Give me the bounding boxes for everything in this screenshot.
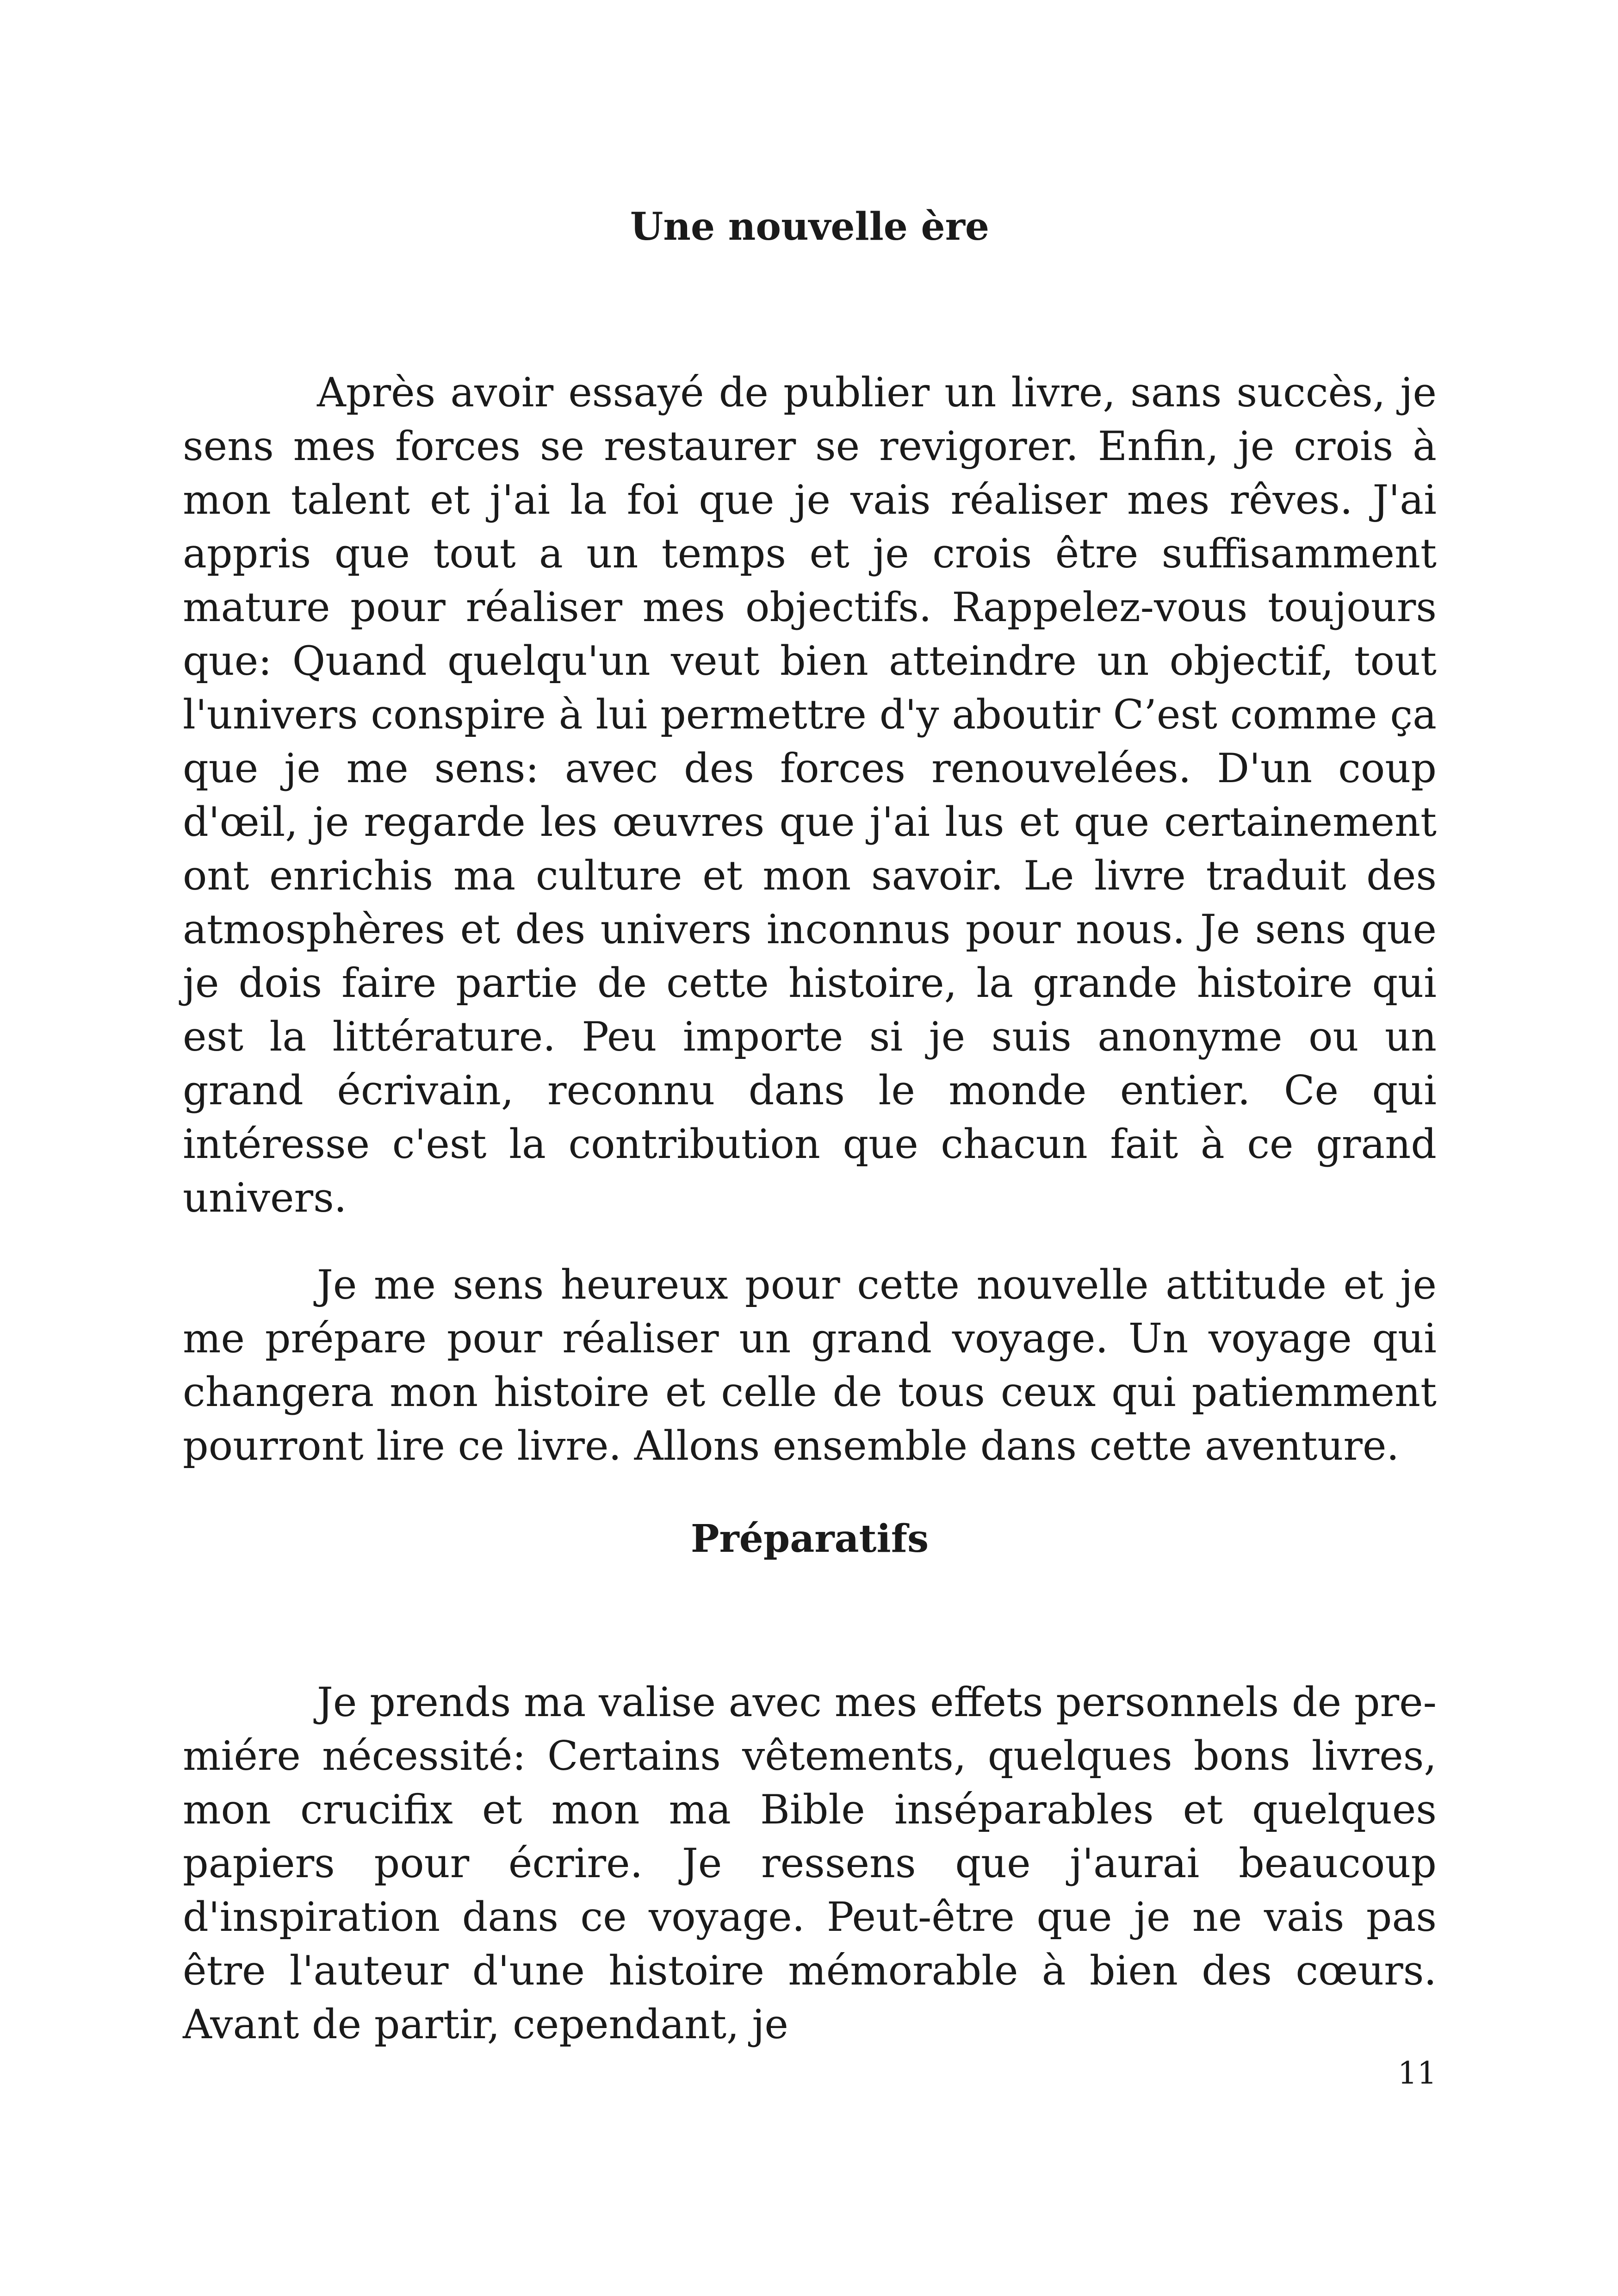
paragraph: Je me sens heureux pour cette nouvelle attitude et je me prépare pour réaliser un grand voyage. Un voyage qui changera mon histoire et celle de tous ceux qui patiemment pourront lire ce livre. Allons ensemble dans cette aventure.	[183, 1261, 1437, 1469]
section-body-une-nouvelle-ere	[183, 366, 1437, 1473]
section-title-preparatifs: Préparatifs	[690, 1517, 929, 1561]
paragraph: Je prends ma valise avec mes effets personnels de premiére nécessité: Certains vêtements, quelques bons livres, mon crucifix et mon ma Bible inséparables et quelques papiers pour écrire. Je ressens que j'aurai beaucoup d'inspiration dans ce voyage. Peut-être que je ne vais pas être l'auteur d'une histoire mémorable à bien des cœurs. Avant de partir, cependant, je	[183, 1679, 1437, 2048]
section-body-preparatifs	[183, 1675, 1437, 2051]
paragraph: Après avoir essayé de publier un livre, sans succès, je sens mes forces se restaurer se revigorer. Enfin, je crois à mon talent et j'ai la foi que je vais réaliser mes rêves. J'ai appris que tout a un temps et je crois être suffisamment mature pour réaliser mes objectifs. Rappelez-vous toujours que: Quand quelqu'un veut bien atteindre un objectif, tout l'univers conspire à lui permettre d'y aboutir C’est comme ça que je me sens: avec des forces renouvelées. D'un coup d'œil, je regarde les œuvres que j'ai lus et que certainement ont enrichis ma culture et mon savoir. Le livre traduit des atmosphères et des univers inconnus pour nous. Je sens que je dois faire partie de cette histoire, la grande histoire qui est la littérature. Peu importe si je suis anonyme ou un grand écrivain, reconnu dans le monde entier. Ce qui intéresse c'est la contribution que chacun fait à ce grand univers.	[183, 369, 1437, 1221]
page-number: 11	[1398, 2055, 1437, 2091]
section-title-une-nouvelle-ere: Une nouvelle ère	[630, 205, 990, 249]
